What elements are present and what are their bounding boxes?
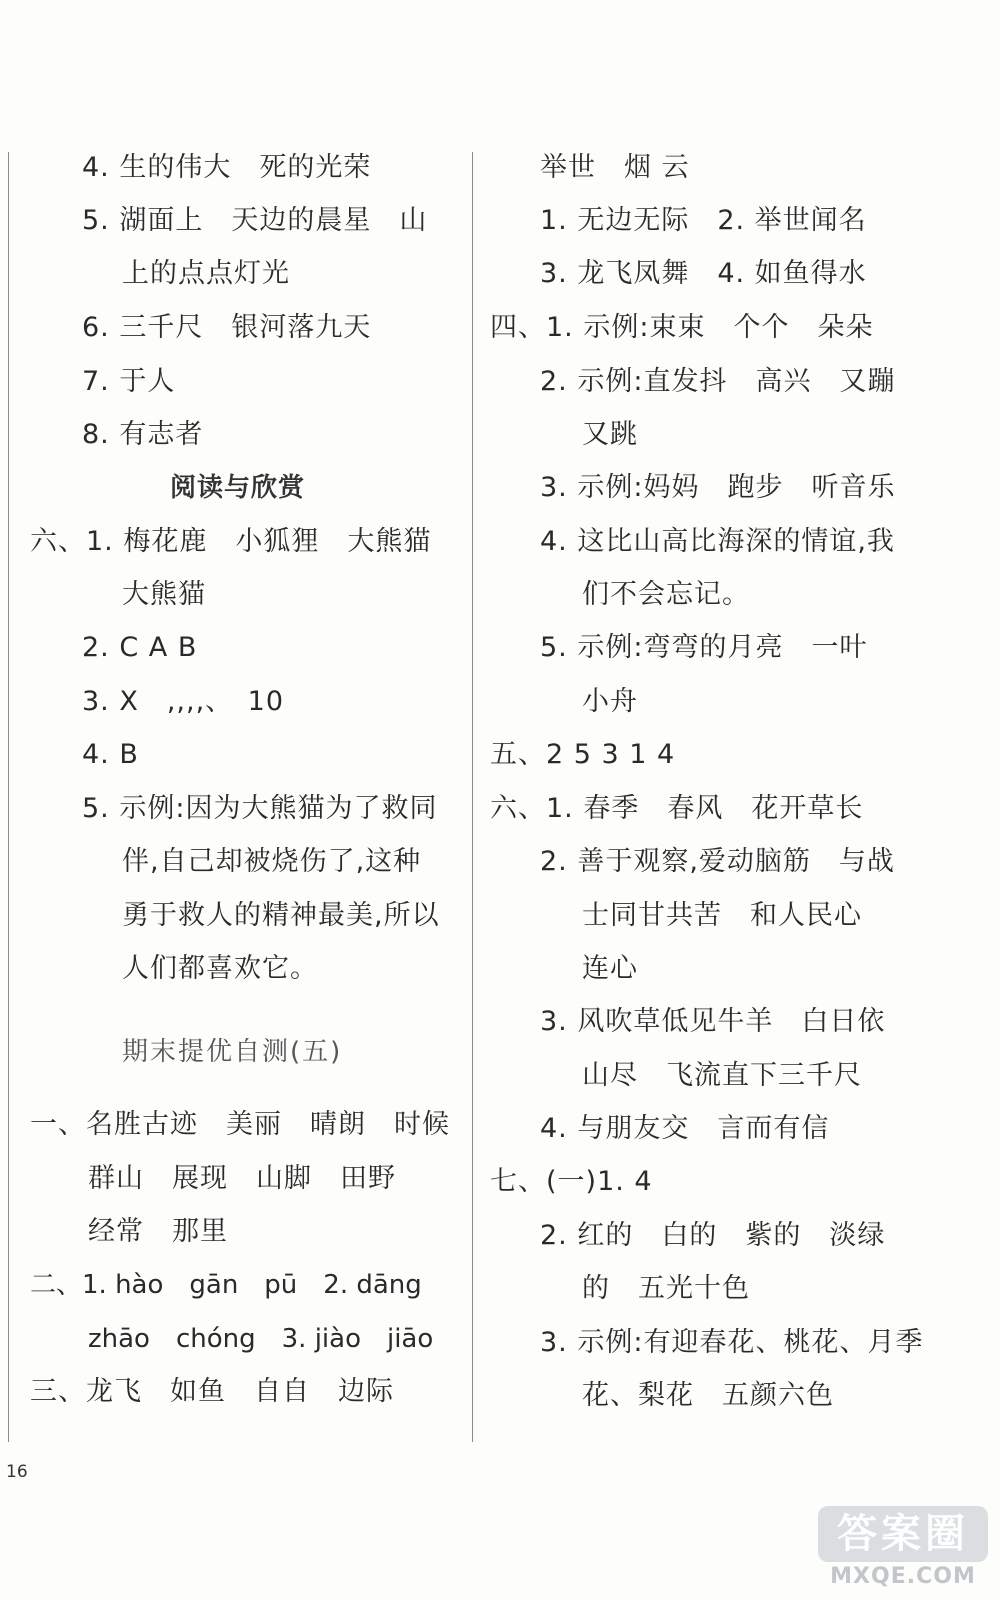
answer-line: 7. 于人: [82, 366, 176, 397]
answer-line: 经常 那里: [88, 1216, 228, 1247]
answer-line: 六、1. 梅花鹿 小狐狸 大熊猫: [30, 526, 432, 557]
answer-line: 4. B: [82, 739, 139, 770]
answer-line: 举世 烟 云: [540, 152, 690, 183]
answer-line: 的 五光十色: [582, 1273, 750, 1304]
answer-line: 3. 风吹草低见牛羊 白日依: [540, 1006, 886, 1037]
answer-line: 4. 与朋友交 言而有信: [540, 1113, 830, 1144]
answer-line: 5. 示例:因为大熊猫为了救同: [82, 793, 438, 824]
answer-line: 人们都喜欢它。: [122, 953, 318, 984]
answer-line: 5. 湖面上 天边的晨星 山: [82, 205, 428, 236]
answer-line: 3. 示例:有迎春花、桃花、月季: [540, 1327, 924, 1358]
answer-line: 2. 善于观察,爱动脑筋 与战: [540, 846, 895, 877]
answer-line: 五、2 5 3 1 4: [490, 739, 676, 770]
answer-line: 2. 红的 白的 紫的 淡绿: [540, 1220, 886, 1251]
answer-line: 小舟: [582, 686, 638, 717]
answer-line: 3. 示例:妈妈 跑步 听音乐: [540, 472, 896, 503]
answer-line: 8. 有志者: [82, 419, 204, 450]
answer-line: 勇于救人的精神最美,所以: [122, 900, 440, 931]
answer-line: 一、名胜古迹 美丽 晴朗 时候: [30, 1109, 450, 1140]
reading-section-heading: 阅读与欣赏: [170, 473, 306, 503]
watermark-site: MXQE.COM: [830, 1564, 976, 1589]
answer-line: 3. X ,,,,、 10: [82, 686, 285, 717]
answer-line: 大熊猫: [122, 579, 206, 610]
answer-line: 6. 三千尺 银河落九天: [82, 312, 372, 343]
answer-line: 士同甘共苦 和人民心: [582, 900, 862, 931]
answer-line: 七、(一)1. 4: [490, 1166, 653, 1197]
answer-line: 2. C A B: [82, 632, 198, 663]
answer-line: 们不会忘记。: [582, 579, 750, 610]
answer-line: 2. 示例:直发抖 高兴 又蹦: [540, 366, 896, 397]
answer-line: 又跳: [582, 419, 638, 450]
answer-line: 4. 这比山高比海深的情谊,我: [540, 526, 895, 557]
answer-line: 上的点点灯光: [122, 258, 290, 289]
answer-line: 连心: [582, 953, 638, 984]
answer-line: 1. 无边无际 2. 举世闻名: [540, 205, 867, 236]
answer-line: 4. 生的伟大 死的光荣: [82, 152, 372, 183]
answer-line: 群山 展现 山脚 田野: [88, 1163, 396, 1194]
left-margin-rule: [8, 152, 9, 1442]
answer-line: 伴,自己却被烧伤了,这种: [122, 846, 422, 877]
center-column-divider: [472, 152, 473, 1442]
watermark-logo: [818, 1506, 988, 1594]
page-number: 16: [6, 1462, 28, 1482]
pinyin-line: zhāo chóng 3. jiào jiāo: [88, 1324, 434, 1354]
answer-line: 3. 龙飞凤舞 4. 如鱼得水: [540, 258, 867, 289]
answer-line: 四、1. 示例:束束 个个 朵朵: [490, 312, 874, 343]
pinyin-line: 二、1. hào gān pū 2. dāng: [30, 1270, 422, 1300]
answer-line: 5. 示例:弯弯的月亮 一叶: [540, 632, 868, 663]
answer-line: 花、梨花 五颜六色: [582, 1380, 834, 1411]
answer-line: 三、龙飞 如鱼 自自 边际: [30, 1376, 394, 1407]
watermark-badge: 答案圈: [818, 1506, 988, 1562]
answer-line: 山尽 飞流直下三千尺: [582, 1060, 862, 1091]
answer-line: 六、1. 春季 春风 花开草长: [490, 793, 864, 824]
test-section-title: 期末提优自测(五): [122, 1037, 343, 1067]
